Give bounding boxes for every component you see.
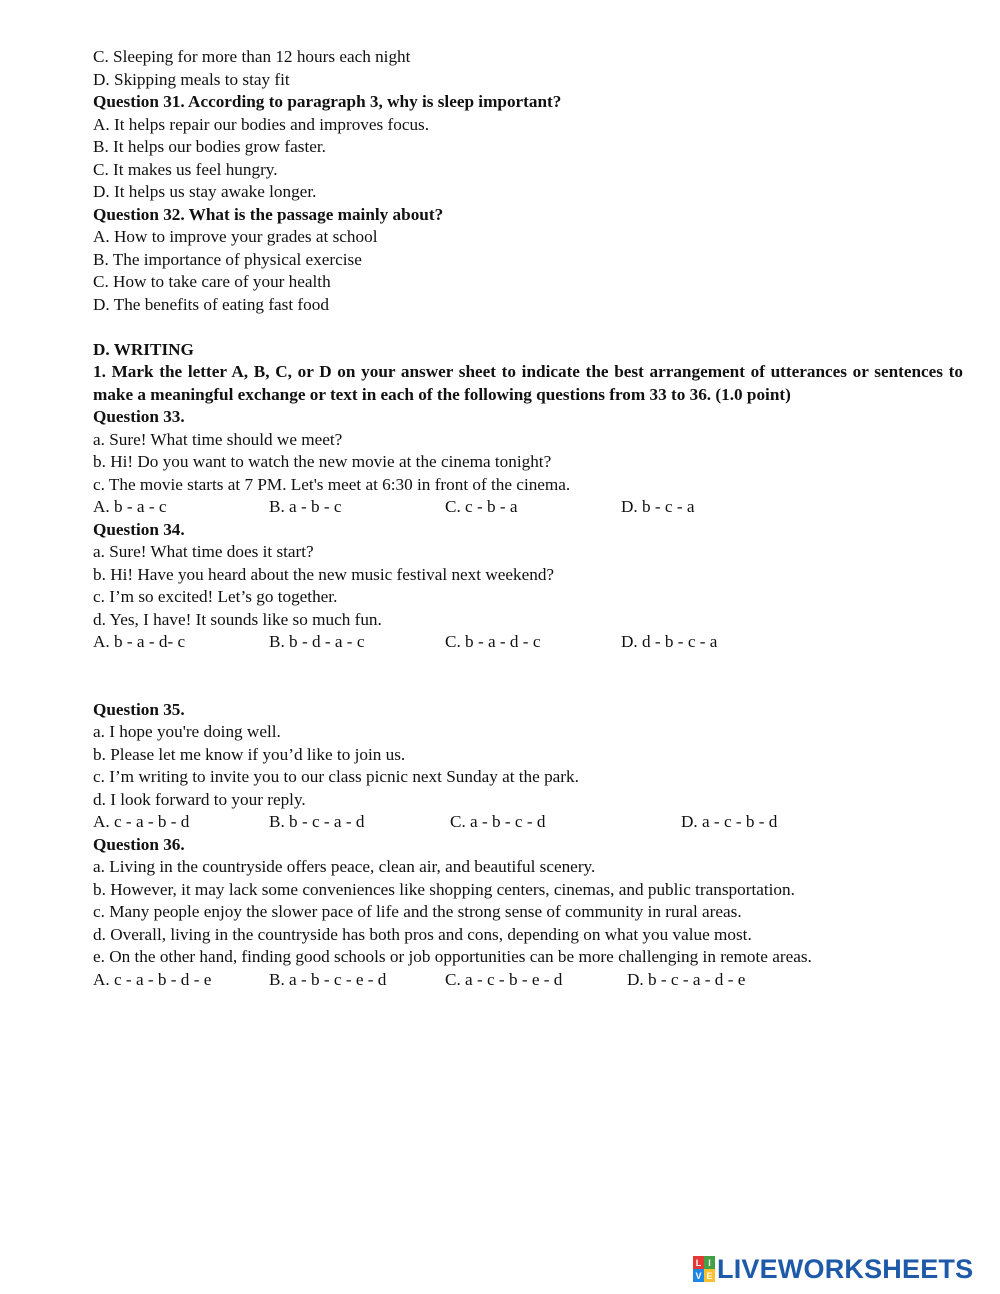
question-31-title: Question 31. According to paragraph 3, why is sleep important? xyxy=(93,92,562,111)
q35-option-b[interactable]: B. b - c - a - d xyxy=(269,812,365,831)
q36-line-d: d. Overall, living in the countryside has both pros and cons, depending on what you value most. xyxy=(93,924,752,944)
q32-option-b: B. The importance of physical exercise xyxy=(93,249,362,269)
q33-line-a: a. Sure! What time should we meet? xyxy=(93,429,343,449)
q31-option-b: B. It helps our bodies grow faster. xyxy=(93,137,326,156)
logo-mark-i: I xyxy=(704,1256,715,1269)
logo-mark-e: E xyxy=(704,1269,715,1282)
q36-option-b[interactable]: B. a - b - c - e - d xyxy=(269,969,387,989)
liveworksheets-logo[interactable] xyxy=(693,1253,973,1285)
question-35-title: Question 35. xyxy=(93,699,185,719)
q33-option-b[interactable]: B. a - b - c xyxy=(269,497,342,516)
q36-option-d[interactable]: D. b - c - a - d - e xyxy=(627,969,746,989)
q31-option-d: D. It helps us stay awake longer. xyxy=(93,182,317,201)
q33-option-c[interactable]: C. c - b - a xyxy=(445,497,518,516)
liveworksheets-mark-icon xyxy=(693,1256,715,1282)
q32-option-c: C. How to take care of your health xyxy=(93,272,331,291)
q30-option-c: C. Sleeping for more than 12 hours each night xyxy=(93,47,411,66)
q32-option-d: D. The benefits of eating fast food xyxy=(93,294,329,314)
q35-options xyxy=(93,811,963,834)
q31-option-c: C. It makes us feel hungry. xyxy=(93,159,278,179)
q34-option-c[interactable]: C. b - a - d - c xyxy=(445,632,541,651)
q36-line-a: a. Living in the countryside offers peace, clean air, and beautiful scenery. xyxy=(93,857,596,876)
question-34-title: Question 34. xyxy=(93,519,185,539)
section-title: D. WRITING xyxy=(93,339,194,359)
q31-option-a: A. It helps repair our bodies and improves focus. xyxy=(93,114,430,134)
q32-option-a: A. How to improve your grades at school xyxy=(93,227,378,246)
q34-line-a: a. Sure! What time does it start? xyxy=(93,542,314,561)
q34-line-c: c. I’m so excited! Let’s go together. xyxy=(93,587,338,606)
q36-option-a[interactable]: A. c - a - b - d - e xyxy=(93,969,212,989)
q35-line-b: b. Please let me know if you’d like to join us. xyxy=(93,744,406,764)
question-33-title: Question 33. xyxy=(93,407,185,426)
q34-option-d[interactable]: D. d - b - c - a xyxy=(621,632,718,651)
q36-line-e: e. On the other hand, finding good schools or job opportunities can be more challenging in remote areas. xyxy=(93,947,812,966)
q36-line-c: c. Many people enjoy the slower pace of life and the strong sense of community in rural areas. xyxy=(93,902,742,921)
q35-line-d: d. I look forward to your reply. xyxy=(93,789,306,809)
question-36-title: Question 36. xyxy=(93,834,185,854)
q35-option-d[interactable]: D. a - c - b - d xyxy=(681,812,778,831)
q33-line-c: c. The movie starts at 7 PM. Let's meet at 6:30 in front of the cinema. xyxy=(93,474,571,494)
q34-options xyxy=(93,631,963,654)
logo-text: LIVEWORKSHEETS xyxy=(717,1253,974,1284)
q33-options xyxy=(93,496,963,519)
q34-line-d: d. Yes, I have! It sounds like so much fun. xyxy=(93,609,382,629)
q33-option-a[interactable]: A. b - a - c xyxy=(93,497,167,516)
q36-line-b: b. However, it may lack some conveniences like shopping centers, cinemas, and public transportation. xyxy=(93,879,795,899)
q35-line-c: c. I’m writing to invite you to our class picnic next Sunday at the park. xyxy=(93,767,579,786)
section-instruction: 1. Mark the letter A, B, C, or D on your answer sheet to indicate the best arrangement of utterances or sentences to make a meaningful exchange or text in each of the following questions from 33 to 36. (1.0 point) xyxy=(93,362,963,404)
question-32-title: Question 32. What is the passage mainly about? xyxy=(93,204,444,224)
q35-line-a: a. I hope you're doing well. xyxy=(93,722,281,741)
q33-line-b: b. Hi! Do you want to watch the new movie at the cinema tonight? xyxy=(93,452,552,471)
logo-mark-l: L xyxy=(693,1256,704,1269)
q34-option-b[interactable]: B. b - d - a - c xyxy=(269,632,365,651)
logo-mark-v: V xyxy=(693,1269,704,1282)
q35-option-a[interactable]: A. c - a - b - d xyxy=(93,812,190,831)
q33-option-d[interactable]: D. b - c - a xyxy=(621,497,695,516)
q34-line-b: b. Hi! Have you heard about the new music festival next weekend? xyxy=(93,564,555,584)
q34-option-a[interactable]: A. b - a - d- c xyxy=(93,632,186,651)
worksheet-page xyxy=(93,46,963,991)
q35-option-c[interactable]: C. a - b - c - d xyxy=(450,812,546,831)
q36-option-c[interactable]: C. a - c - b - e - d xyxy=(445,969,563,989)
q30-option-d: D. Skipping meals to stay fit xyxy=(93,69,290,89)
q36-options xyxy=(93,969,963,992)
